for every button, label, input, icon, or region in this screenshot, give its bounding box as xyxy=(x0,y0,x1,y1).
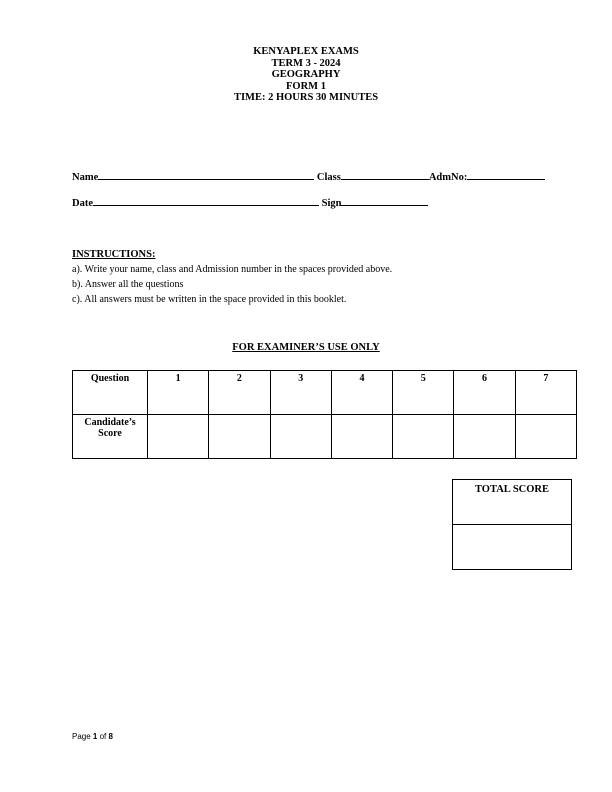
name-field[interactable] xyxy=(98,170,314,180)
instruction-item: b). Answer all the questions xyxy=(72,279,184,290)
question-number: 1 xyxy=(148,371,209,415)
page-number: 1 xyxy=(92,732,98,741)
score-cell[interactable] xyxy=(148,415,209,459)
total-score-table xyxy=(452,479,572,570)
question-label: Question xyxy=(73,371,148,415)
score-cell[interactable] xyxy=(393,415,454,459)
question-number: 3 xyxy=(270,371,331,415)
header-term: TERM 3 - 2024 xyxy=(271,57,341,69)
instruction-item: c). All answers must be written in the space provided in this booklet. xyxy=(72,294,347,305)
date-label: Date xyxy=(72,198,93,209)
page-total: 8 xyxy=(108,732,113,741)
date-field[interactable] xyxy=(93,196,319,206)
score-cell[interactable] xyxy=(454,415,515,459)
instructions xyxy=(72,247,392,307)
header-form: FORM 1 xyxy=(286,80,326,92)
score-row xyxy=(73,415,577,459)
question-number: 4 xyxy=(331,371,392,415)
score-cell[interactable] xyxy=(515,415,576,459)
instruction-item: a). Write your name, class and Admission number in the spaces provided above. xyxy=(72,264,393,275)
admno-field[interactable] xyxy=(467,170,545,180)
question-number: 6 xyxy=(454,371,515,415)
total-score-label: TOTAL SCORE xyxy=(453,480,572,525)
question-number: 2 xyxy=(209,371,270,415)
page-prefix: Page xyxy=(72,732,93,741)
class-field[interactable] xyxy=(341,170,429,180)
page-footer xyxy=(72,732,113,741)
score-label: Candidate’s Score xyxy=(73,415,148,459)
name-label: Name xyxy=(72,172,99,183)
score-cell[interactable] xyxy=(331,415,392,459)
total-score-cell[interactable] xyxy=(453,525,572,570)
header-subject: GEOGRAPHY xyxy=(271,69,341,80)
class-label: Class xyxy=(316,172,341,183)
question-number: 5 xyxy=(393,371,454,415)
header-school: KENYAPLEX EXAMS xyxy=(253,46,359,57)
question-row xyxy=(73,371,577,415)
exam-header xyxy=(0,46,612,104)
admno-label: AdmNo: xyxy=(428,172,468,183)
score-cell[interactable] xyxy=(270,415,331,459)
question-number: 7 xyxy=(515,371,576,415)
score-cell[interactable] xyxy=(209,415,270,459)
page-of: of xyxy=(97,732,109,741)
examiner-title: FOR EXAMINER’S USE ONLY xyxy=(232,342,380,353)
examiner-score-table xyxy=(72,370,577,459)
student-details-row-1 xyxy=(72,170,545,183)
sign-label: Sign xyxy=(321,198,342,209)
student-details-row-2 xyxy=(72,196,428,209)
sign-field[interactable] xyxy=(341,196,428,206)
instructions-title: INSTRUCTIONS: xyxy=(72,249,156,260)
header-time: TIME: 2 HOURS 30 MINUTES xyxy=(233,92,379,103)
